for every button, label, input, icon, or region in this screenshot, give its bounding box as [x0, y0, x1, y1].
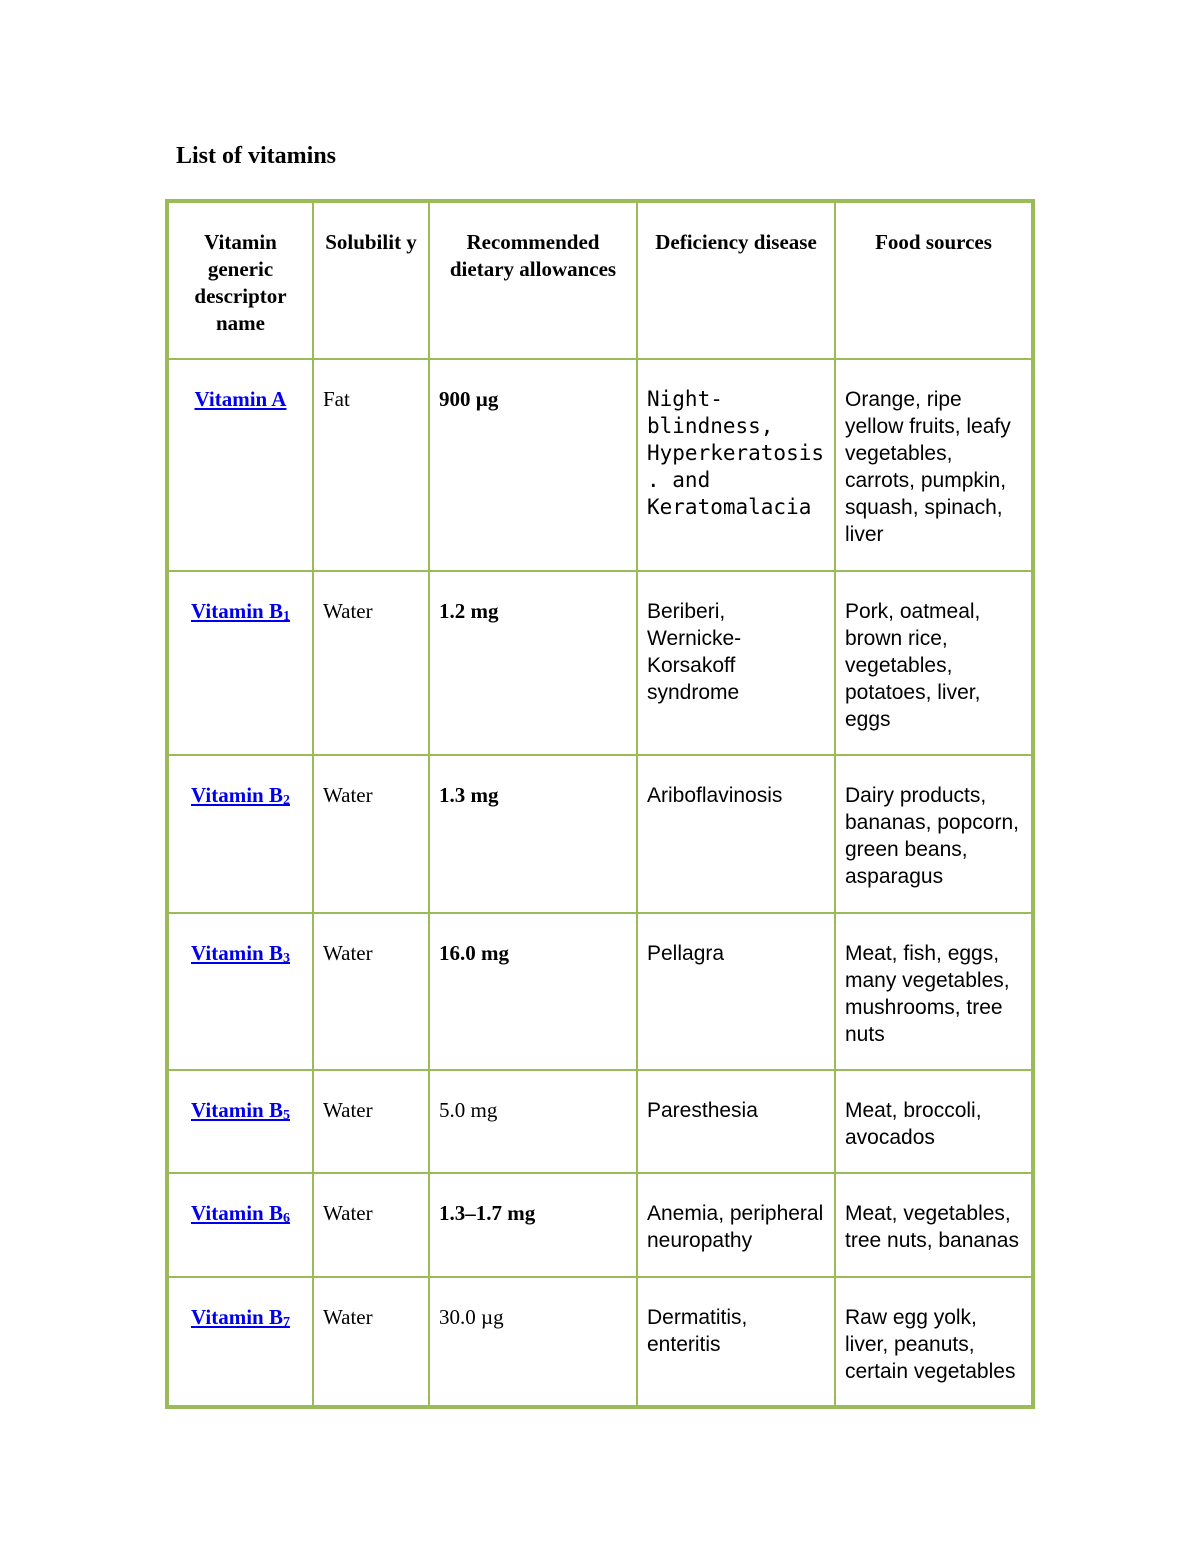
vitamin-link[interactable]: Vitamin B7	[191, 1305, 290, 1330]
vitamins-table	[165, 199, 1035, 1409]
vitamin-name-cell	[167, 755, 313, 913]
vitamin-link[interactable]: Vitamin B5	[191, 1098, 290, 1123]
rda-cell: 30.0 µg	[429, 1277, 637, 1407]
page-title: List of vitamins	[176, 143, 337, 169]
table-row	[167, 1277, 1033, 1407]
rda-cell: 16.0 mg	[429, 913, 637, 1070]
table-row	[167, 913, 1033, 1070]
vitamin-name-cell	[167, 1173, 313, 1277]
table-row	[167, 1173, 1033, 1277]
solubility-cell: Fat	[313, 359, 429, 571]
vitamin-link[interactable]: Vitamin A	[194, 387, 287, 411]
solubility-cell: Water	[313, 1277, 429, 1407]
food-sources-cell: Raw egg yolk, liver, peanuts, certain vegetables	[835, 1277, 1033, 1407]
solubility-cell: Water	[313, 755, 429, 913]
solubility-cell: Water	[313, 913, 429, 1070]
rda-cell: 1.2 mg	[429, 571, 637, 755]
header-deficiency: Deficiency disease	[637, 201, 835, 359]
vitamin-name-cell	[167, 913, 313, 1070]
header-rda: Recommended dietary allowances	[429, 201, 637, 359]
food-sources-cell: Meat, fish, eggs, many vegetables, mushrooms, tree nuts	[835, 913, 1033, 1070]
rda-cell: 1.3 mg	[429, 755, 637, 913]
deficiency-cell: Dermatitis, enteritis	[637, 1277, 835, 1407]
vitamin-link[interactable]: Vitamin B3	[191, 941, 290, 966]
deficiency-cell: Anemia, peripheral neuropathy	[637, 1173, 835, 1277]
vitamin-link[interactable]: Vitamin B2	[191, 783, 290, 808]
food-sources-cell: Pork, oatmeal, brown rice, vegetables, potatoes, liver, eggs	[835, 571, 1033, 755]
deficiency-cell: Pellagra	[637, 913, 835, 1070]
solubility-cell: Water	[313, 571, 429, 755]
vitamin-link[interactable]: Vitamin B1	[191, 599, 290, 624]
header-food-sources: Food sources	[835, 201, 1033, 359]
header-vitamin-name: Vitamin generic descriptor name	[167, 201, 313, 359]
table-row	[167, 1070, 1033, 1173]
rda-cell: 900 µg	[429, 359, 637, 571]
food-sources-cell: Orange, ripe yellow fruits, leafy vegetables, carrots, pumpkin, squash, spinach, liver	[835, 359, 1033, 571]
vitamin-name-cell	[167, 1277, 313, 1407]
food-sources-cell: Dairy products, bananas, popcorn, green beans, asparagus	[835, 755, 1033, 913]
solubility-cell: Water	[313, 1173, 429, 1277]
solubility-cell: Water	[313, 1070, 429, 1173]
rda-cell: 1.3–1.7 mg	[429, 1173, 637, 1277]
vitamin-name-cell	[167, 359, 313, 571]
deficiency-cell: Night-blindness, Hyperkeratosis. and Keratomalacia	[637, 359, 835, 571]
deficiency-cell: Ariboflavinosis	[637, 755, 835, 913]
header-solubility: Solubilit y	[313, 201, 429, 359]
deficiency-cell: Beriberi, Wernicke-Korsakoff syndrome	[637, 571, 835, 755]
deficiency-cell: Paresthesia	[637, 1070, 835, 1173]
vitamin-name-cell	[167, 1070, 313, 1173]
rda-cell: 5.0 mg	[429, 1070, 637, 1173]
vitamin-link[interactable]: Vitamin B6	[191, 1201, 290, 1226]
table-header-row	[167, 201, 1033, 359]
table-row	[167, 359, 1033, 571]
table-row	[167, 571, 1033, 755]
vitamin-name-cell	[167, 571, 313, 755]
table-row	[167, 755, 1033, 913]
food-sources-cell: Meat, broccoli, avocados	[835, 1070, 1033, 1173]
food-sources-cell: Meat, vegetables, tree nuts, bananas	[835, 1173, 1033, 1277]
